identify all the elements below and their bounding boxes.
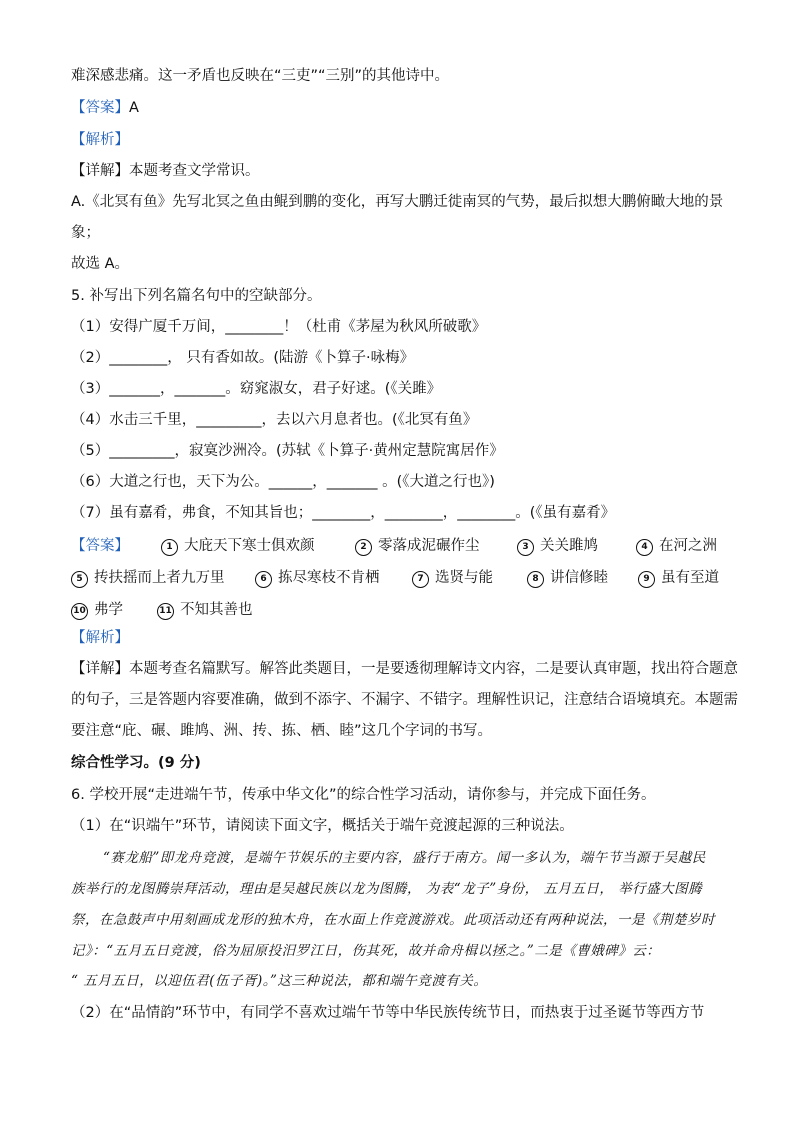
answer-label: 【答案】	[71, 538, 129, 554]
answer-item: 6 拣尽寒枝不肯栖	[255, 566, 380, 588]
detail-line: 的句子，三是答题内容要准确，做到不添字、不漏字、不错字。理解性识记，注意结合语境填充。本题需	[71, 692, 738, 708]
question-6-item: （2）在“品情韵”环节中，有同学不喜欢过端午节等中华民族传统节日，而热衷于过圣诞节等西方节	[71, 1005, 705, 1021]
analysis-label: 【解析】	[71, 630, 129, 646]
quote-line: “赛龙船”即龙舟竞渡，是端午节娱乐的主要内容，盛行于南方。闻一多认为，端午节当源于吴越民	[103, 850, 706, 866]
answer-item: 1 大庇天下寒士俱欢颜	[161, 534, 315, 556]
answer-item: 11 不知其善也	[157, 598, 253, 620]
section-heading: 综合性学习。(9 分)	[71, 755, 201, 771]
analysis-label: 【解析】	[71, 132, 129, 148]
detail-line: 故选 A。	[71, 256, 130, 272]
question-6: 6. 学校开展“走进端午节，传承中华文化”的综合性学习活动，请你参与，并完成下面任务。	[71, 787, 656, 803]
detail-line: 【详解】本题考查文学常识。	[71, 163, 260, 179]
detail-line: A.《北冥有鱼》先写北冥之鱼由鲲到鹏的变化，再写大鹏迁徙南冥的气势，最后拟想大鹏俯瞰大地的景	[71, 194, 724, 210]
answer-item: 5 抟扶摇而上者九万里	[71, 566, 225, 588]
detail-line: 象；	[71, 225, 100, 241]
answer-item: 8 讲信修睦	[527, 566, 608, 588]
answer-item: 3 关关雎鸠	[517, 534, 598, 556]
answer-value: A	[129, 100, 139, 116]
answer-item: 7 选贤与能	[412, 566, 493, 588]
detail-line: 【详解】本题考查名篇默写。解答此类题目，一是要透彻理解诗文内容，二是要认真审题，找出符合题意	[71, 661, 738, 677]
answer-item: 9 虽有至道	[638, 566, 719, 588]
question-5: 5. 补写出下列名篇名句中的空缺部分。	[71, 288, 322, 304]
question-5-item: （2）________， 只有香如故。(陆游《卜算子·咏梅》	[71, 350, 415, 366]
answer-item: 10 弗学	[71, 598, 123, 620]
answer-item: 2 零落成泥碾作尘	[355, 534, 480, 556]
answer-item: 4 在河之洲	[636, 534, 717, 556]
question-5-item: （5）_________，寂寞沙洲冷。(苏轼《卜算子·黄州定慧院寓居作》	[71, 443, 504, 459]
question-5-item: （6）大道之行也，天下为公。______，_______ 。(《大道之行也》)	[71, 474, 495, 490]
quote-line: “ 五月五日，以迎伍君(伍子胥)。”这三种说法，都和端午竞渡有关。	[71, 973, 488, 989]
answer-label: 【答案】	[71, 100, 129, 116]
question-5-item: （1）安得广厦千万间，________！（杜甫《茅屋为秋风所破歌》	[71, 319, 487, 335]
question-5-item: （7）虽有嘉肴，弗食，不知其旨也；________，________，________。(《虽有嘉肴》	[71, 505, 616, 521]
quote-line: 族举行的龙图腾崇拜活动，理由是吴越民族以龙为图腾， 为表“龙子”身份， 五月五日， 举行盛大图腾	[71, 881, 703, 897]
quote-line: 记》：“五月五日竞渡，俗为屈原投汨罗江日，伤其死，故并命舟楫以拯之。”二是《曹娥碑》云：	[71, 943, 661, 959]
question-5-item: （3）_______，_______。窈窕淑女，君子好逑。(《关雎》	[71, 381, 442, 397]
question-5-item: （4）水击三千里，_________，去以六月息者也。(《北冥有鱼》	[71, 412, 478, 428]
quote-line: 祭，在急鼓声中用刻画成龙形的独木舟，在水面上作竞渡游戏。此项活动还有两种说法，一是《荆楚岁时	[71, 912, 715, 928]
detail-line: 要注意“庇、碾、雎鸠、洲、抟、拣、栖、睦”这几个字词的书写。	[71, 723, 493, 739]
question-6-item: （1）在“识端午”环节，请阅读下面文字，概括关于端午竞渡起源的三种说法。	[71, 818, 574, 834]
paragraph-line: 难深感悲痛。这一矛盾也反映在“三吏”“三别”的其他诗中。	[71, 68, 450, 84]
answer-line	[71, 98, 139, 118]
